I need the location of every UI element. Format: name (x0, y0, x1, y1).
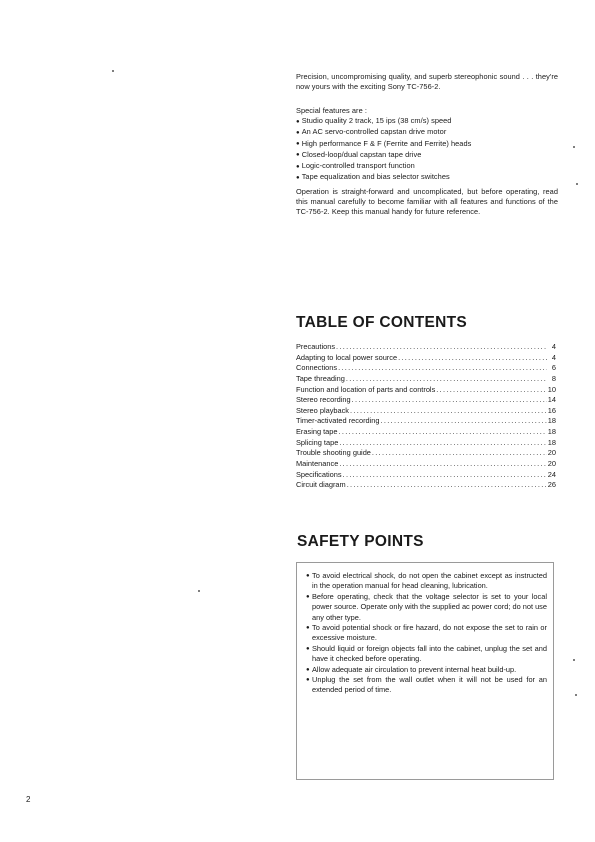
toc-entry-label: Stereo recording (296, 395, 351, 405)
toc-entry[interactable] (296, 448, 556, 459)
toc-leader (398, 353, 547, 364)
toc-entry-label: Tape threading (296, 373, 345, 383)
safety-item (306, 571, 547, 592)
toc-leader (339, 427, 547, 438)
safety-item-text: Before operating, check that the voltage selector is set to your local power source. Operate only with the supplied ac power cord; do not use any other type. (312, 591, 547, 622)
scan-speck (198, 590, 200, 592)
toc-entry[interactable] (296, 427, 556, 438)
feature-item: ● Closed-loop/dual capstan tape drive (296, 150, 558, 161)
toc-entry[interactable] (296, 374, 556, 385)
toc-entry[interactable] (296, 470, 556, 481)
toc-entry-label: Timer-activated recording (296, 416, 380, 426)
toc-entry-label: Precautions (296, 342, 336, 351)
operation-section (296, 187, 558, 218)
toc-entry[interactable] (296, 353, 556, 364)
toc-leader (350, 406, 547, 417)
toc-entry-page: 6 (551, 363, 556, 373)
bullet-icon: ● (306, 593, 310, 600)
toc-leader (338, 363, 547, 374)
safety-item-text: Should liquid or foreign objects fall into the cabinet, unplug the set and have it checked before operating. (312, 643, 547, 664)
toc-entry-label: Function and location of parts and controls (296, 384, 436, 394)
scan-speck (575, 694, 577, 696)
safety-item (306, 665, 547, 675)
scan-speck (573, 659, 575, 661)
safety-item-text: Unplug the set from the wall outlet when it will not be used for an extended period of time. (312, 675, 547, 695)
bullet-icon: ● (306, 666, 310, 673)
safety-title: SAFETY POINTS (297, 533, 424, 550)
toc-leader (381, 416, 547, 427)
special-features-section (296, 106, 558, 183)
bullet-icon: ● (306, 573, 310, 579)
page-number: 2 (26, 795, 31, 804)
feature-item: ● Logic-controlled transport function (296, 161, 558, 172)
features-list (296, 116, 558, 183)
safety-list (306, 571, 547, 696)
toc-leader (352, 395, 547, 406)
toc-leader (339, 438, 546, 449)
intro-paragraph: Precision, uncompromising quality, and superb stereophonic sound . . . they're now yours with the exciting Sony TC-756-2. (296, 72, 558, 92)
bullet-icon: ● (306, 645, 310, 652)
scan-speck (112, 70, 114, 72)
toc-entry-page: 16 (547, 405, 556, 415)
safety-item-text: To avoid potential shock or fire hazard, do not expose the set to rain or excessive moisture. (312, 623, 547, 643)
toc-entry-page: 24 (547, 469, 556, 479)
toc-entry[interactable] (296, 416, 556, 427)
operation-paragraph: Operation is straight-forward and uncomplicated, but before operating, read this manual carefully to become familiar with all features and functions of the TC-756-2. Keep this manual handy for future reference. (296, 187, 558, 217)
toc-entry-label: Specifications (296, 469, 342, 479)
bullet-icon: ● (306, 625, 310, 632)
toc-leader (347, 480, 547, 491)
safety-item (306, 644, 547, 665)
toc-entry[interactable] (296, 480, 556, 491)
toc-entry-page: 26 (547, 480, 556, 490)
safety-item (306, 623, 547, 644)
toc-leader (372, 448, 547, 459)
toc-entry[interactable] (296, 406, 556, 417)
toc-entry[interactable] (296, 438, 556, 449)
toc-entry-page: 4 (551, 352, 556, 362)
toc-leader (343, 470, 547, 481)
toc-leader (346, 374, 547, 385)
safety-item-text: Allow adequate air circulation to prevent internal heat build-up. (312, 664, 517, 674)
toc-entry-page: 18 (547, 437, 556, 447)
toc-entry-page: 20 (547, 459, 556, 469)
scan-speck (573, 146, 575, 148)
scan-speck (576, 183, 578, 185)
safety-item-text: To avoid electrical shock, do not open the cabinet except as instructed in the operation manual for head cleaning, lubrication. (312, 571, 547, 591)
toc-entry[interactable] (296, 363, 556, 374)
feature-item: ● High performance F & F (Ferrite and Ferrite) heads (296, 139, 558, 150)
toc-entry-label: Stereo playback (296, 405, 349, 415)
safety-item (306, 592, 547, 623)
toc-leader (436, 385, 546, 396)
toc-entry-page: 14 (547, 395, 556, 405)
toc-entry-page: 18 (547, 427, 556, 437)
table-of-contents (296, 342, 556, 491)
toc-entry-page: 20 (547, 448, 556, 458)
safety-item (306, 675, 547, 696)
toc-entry-label: Trouble shooting guide (296, 448, 371, 458)
toc-leader (339, 459, 546, 470)
intro-section (296, 72, 558, 92)
toc-entry-label: Adapting to local power source (296, 352, 398, 362)
toc-entry[interactable] (296, 395, 556, 406)
bullet-icon: ● (306, 677, 310, 684)
toc-entry-label: Maintenance (296, 459, 339, 469)
toc-entry-label: Circuit diagram (296, 480, 346, 490)
toc-entry[interactable] (296, 459, 556, 470)
feature-item: ● Tape equalization and bias selector switches (296, 172, 558, 183)
toc-entry-page: 4 (551, 342, 556, 351)
features-heading: Special features are : (296, 106, 367, 115)
toc-entry-page: 10 (547, 384, 556, 394)
toc-entry[interactable] (296, 385, 556, 396)
toc-leader (336, 342, 547, 353)
feature-item: ● An AC servo-controlled capstan drive motor (296, 127, 558, 138)
toc-entry[interactable] (296, 342, 556, 353)
toc-entry-label: Connections (296, 363, 338, 373)
toc-entry-page: 18 (547, 416, 556, 426)
toc-entry-label: Erasing tape (296, 427, 338, 437)
safety-points-box (296, 562, 554, 780)
toc-entry-label: Splicing tape (296, 437, 339, 447)
toc-title: TABLE OF CONTENTS (296, 314, 467, 331)
feature-item: ● Studio quality 2 track, 15 ips (38 cm/s) speed (296, 116, 558, 127)
toc-entry-page: 8 (551, 373, 556, 383)
